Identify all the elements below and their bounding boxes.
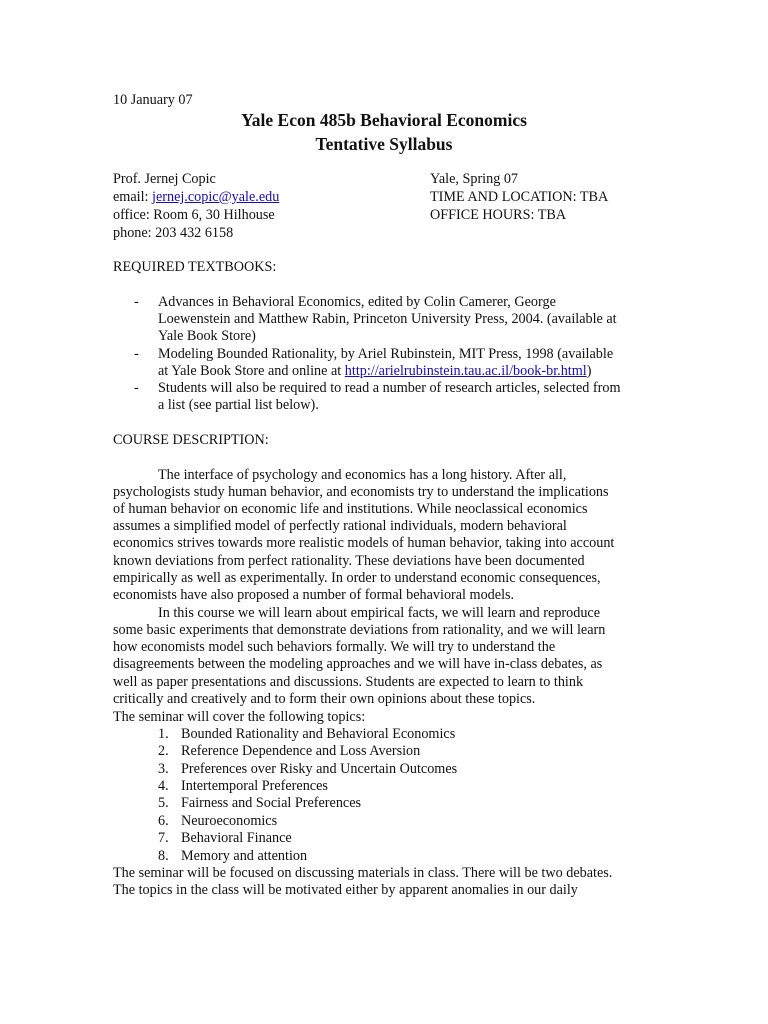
topic-number: 3. [158, 761, 169, 777]
topic-item: Preferences over Risky and Uncertain Outcomes [181, 761, 458, 777]
topic-item: Reference Dependence and Loss Aversion [181, 743, 421, 759]
textbook-item-1-line-1: Advances in Behavioral Economics, edited by Colin Camerer, George [158, 294, 556, 310]
textbook-item-3-line-2: a list (see partial list below). [158, 397, 319, 413]
paragraph-line: well as paper presentations and discussions. Students are expected to learn to think [113, 674, 584, 690]
paragraph-line: disagreements between the modeling approaches and we will have in-class debates, as [113, 656, 603, 672]
office-hours: OFFICE HOURS: TBA [430, 207, 567, 223]
document-date: 10 January 07 [113, 92, 193, 108]
email-label: email: [113, 189, 153, 205]
paragraph-line: of human behavior on economic life and institutions. While neoclassical economics [113, 501, 588, 517]
syllabus-subtitle: Tentative Syllabus [315, 134, 453, 154]
paragraph-line: psychologists study human behavior, and economists try to understand the implications [113, 484, 609, 500]
textbook-item-1-line-2: Loewenstein and Matthew Rabin, Princeton University Press, 2004. (available at [158, 311, 617, 327]
bullet-dash: - [134, 346, 139, 362]
paragraph-line: critically and creatively and to form their own opinions about these topics. [113, 691, 536, 707]
topic-number: 7. [158, 830, 169, 846]
topic-item: Memory and attention [181, 848, 308, 864]
topic-number: 6. [158, 813, 169, 829]
phone-number: phone: 203 432 6158 [113, 225, 234, 241]
textbook-item-2-line-2 [158, 363, 591, 380]
topic-number: 1. [158, 726, 169, 742]
textbook-item-2-prefix: at Yale Book Store and online at [158, 363, 345, 379]
paragraph-line: how economists model such behaviors formally. We will try to understand the [113, 639, 556, 655]
topics-intro: The seminar will cover the following topics: [113, 709, 366, 725]
paragraph-line: The interface of psychology and economics has a long history. After all, [158, 467, 567, 483]
paragraph-line: empirically as well as experimentally. In order to understand economic consequences, [113, 570, 601, 586]
topic-item: Intertemporal Preferences [181, 778, 328, 794]
term: Yale, Spring 07 [430, 171, 519, 187]
time-location: TIME AND LOCATION: TBA [430, 189, 609, 205]
textbook-item-1-line-3: Yale Book Store) [158, 328, 256, 344]
closing-line: The topics in the class will be motivated either by apparent anomalies in our daily [113, 882, 578, 898]
textbook-item-2-suffix: ) [586, 363, 592, 379]
textbooks-heading: REQUIRED TEXTBOOKS: [113, 259, 277, 275]
bullet-dash: - [134, 294, 139, 310]
paragraph-line: assumes a simplified model of perfectly rational individuals, modern behavioral [113, 518, 567, 534]
course-description-heading: COURSE DESCRIPTION: [113, 432, 269, 448]
paragraph-line: known deviations from perfect rationality. These deviations have been documented [113, 553, 585, 569]
topic-number: 8. [158, 848, 169, 864]
topic-number: 4. [158, 778, 169, 794]
email-line [113, 189, 279, 206]
paragraph-line: some basic experiments that demonstrate deviations from rationality, and we will learn [113, 622, 606, 638]
course-title: Yale Econ 485b Behavioral Economics [241, 110, 527, 130]
topic-number: 5. [158, 795, 169, 811]
topic-item: Bounded Rationality and Behavioral Economics [181, 726, 456, 742]
professor-name: Prof. Jernej Copic [113, 171, 216, 187]
rubinstein-book-link[interactable]: http://arielrubinstein.tau.ac.il/book-br.html [344, 363, 587, 379]
email-link[interactable]: jernej.copic@yale.edu [152, 189, 280, 205]
paragraph-line: In this course we will learn about empirical facts, we will learn and reproduce [158, 605, 601, 621]
topic-item: Fairness and Social Preferences [181, 795, 362, 811]
topic-number: 2. [158, 743, 169, 759]
paragraph-line: economists have also proposed a number of formal behavioral models. [113, 587, 515, 603]
paragraph-line: economics strives towards more realistic models of human behavior, taking into account [113, 535, 615, 551]
topic-item: Behavioral Finance [181, 830, 292, 846]
office-location: office: Room 6, 30 Hilhouse [113, 207, 275, 223]
topic-item: Neuroeconomics [181, 813, 278, 829]
bullet-dash: - [134, 380, 139, 396]
textbook-item-2-line-1: Modeling Bounded Rationality, by Ariel Rubinstein, MIT Press, 1998 (available [158, 346, 614, 362]
closing-line: The seminar will be focused on discussing materials in class. There will be two debates. [113, 865, 613, 881]
textbook-item-3-line-1: Students will also be required to read a number of research articles, selected from [158, 380, 621, 396]
